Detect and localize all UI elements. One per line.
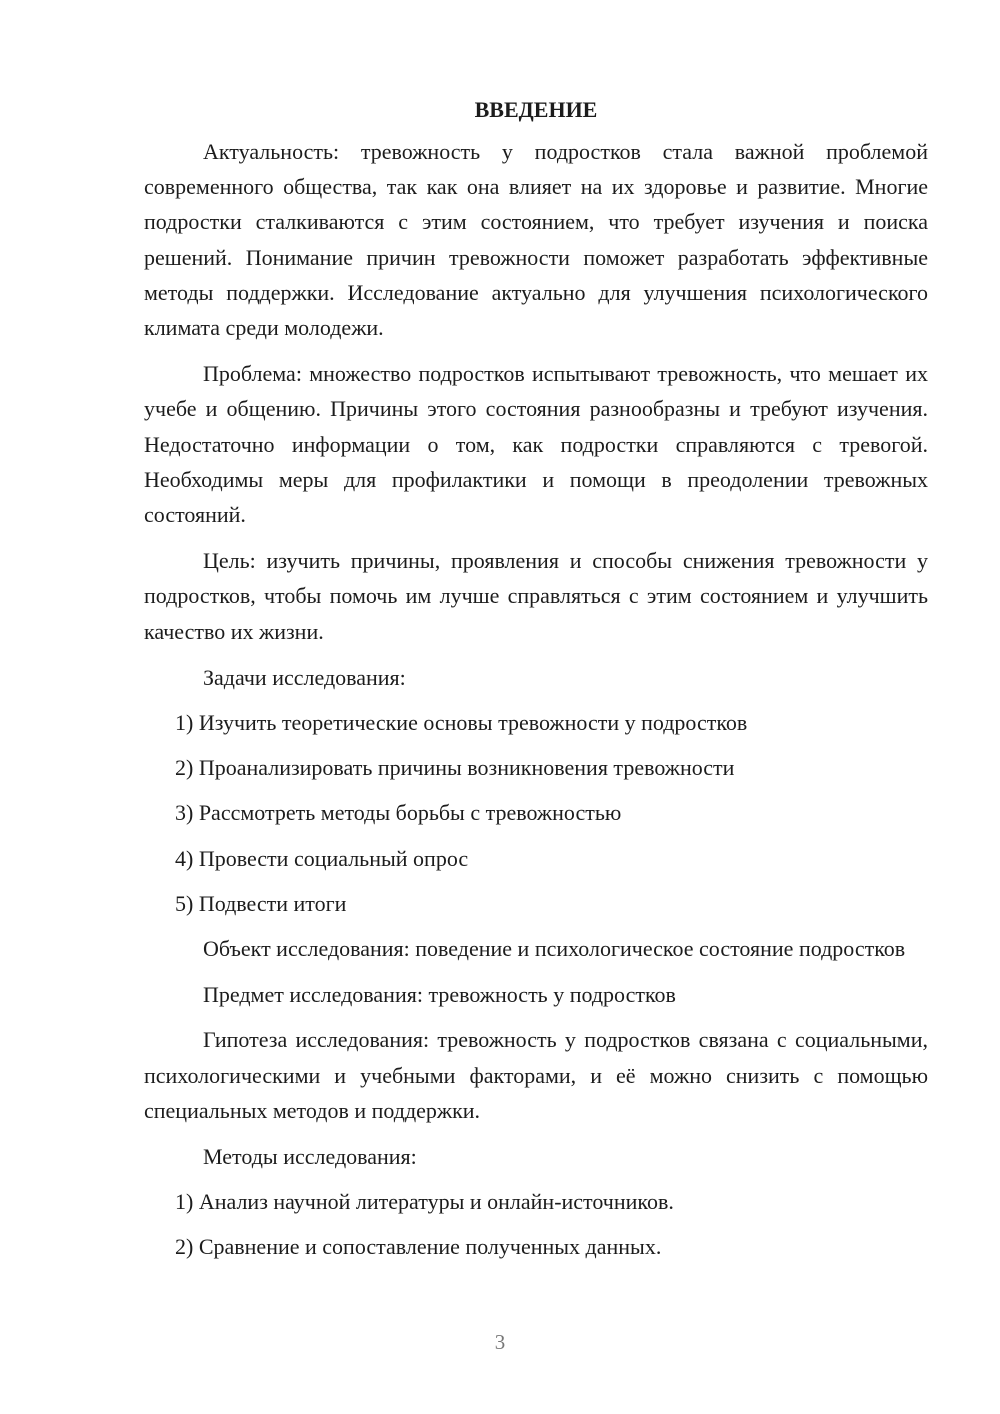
methods-heading: Методы исследования: <box>203 1144 417 1170</box>
tasks-heading: Задачи исследования: <box>203 664 406 690</box>
document-page <box>144 92 928 1275</box>
relevance-paragraph: Актуальность: тревожность у подростков стала важной проблемой современного общества, так как она влияет на их здоровье и развитие. Многие подростки сталкиваются с этим состоянием, что требует изучения и поиска решений. Понимание причин тревожности поможет разработать эффективные методы поддержки. Исследование актуально для улучшения психологического климата среди молодежи. <box>144 139 928 341</box>
list-item: 2) Сравнение и сопоставление полученных данных. <box>175 1234 662 1260</box>
object-paragraph: Объект исследования: поведение и психологическое состояние подростков <box>203 936 906 962</box>
goal-paragraph: Цель: изучить причины, проявления и способы снижения тревожности у подростков, чтобы помочь им лучше справляться с этим состоянием и улучшить качество их жизни. <box>144 548 928 644</box>
list-item: 3) Рассмотреть методы борьбы с тревожностью <box>175 800 622 826</box>
page-number: 3 <box>494 1330 506 1354</box>
list-item: 4) Провести социальный опрос <box>175 845 469 871</box>
list-item: 1) Изучить теоретические основы тревожности у подростков <box>175 710 748 736</box>
problem-paragraph: Проблема: множество подростков испытывают тревожность, что мешает их учебе и общению. Причины этого состояния разнообразны и требуют изучения. Недостаточно информации о том, как подростки справляются с тревогой. Необходимы меры для профилактики и помощи в преодолении тревожных состояний. <box>144 361 928 528</box>
list-item: 5) Подвести итоги <box>175 890 347 916</box>
subject-paragraph: Предмет исследования: тревожность у подростков <box>203 982 676 1008</box>
tasks-list <box>144 705 928 921</box>
list-item: 2) Проанализировать причины возникновения тревожности <box>175 755 735 781</box>
list-item: 1) Анализ научной литературы и онлайн-источников. <box>175 1189 674 1215</box>
methods-list <box>144 1184 928 1264</box>
hypothesis-paragraph: Гипотеза исследования: тревожность у подростков связана с социальными, психологическими и учебными факторами, и её можно снизить с помощью специальных методов и поддержки. <box>144 1027 928 1123</box>
page-title: ВВЕДЕНИЕ <box>474 97 598 122</box>
